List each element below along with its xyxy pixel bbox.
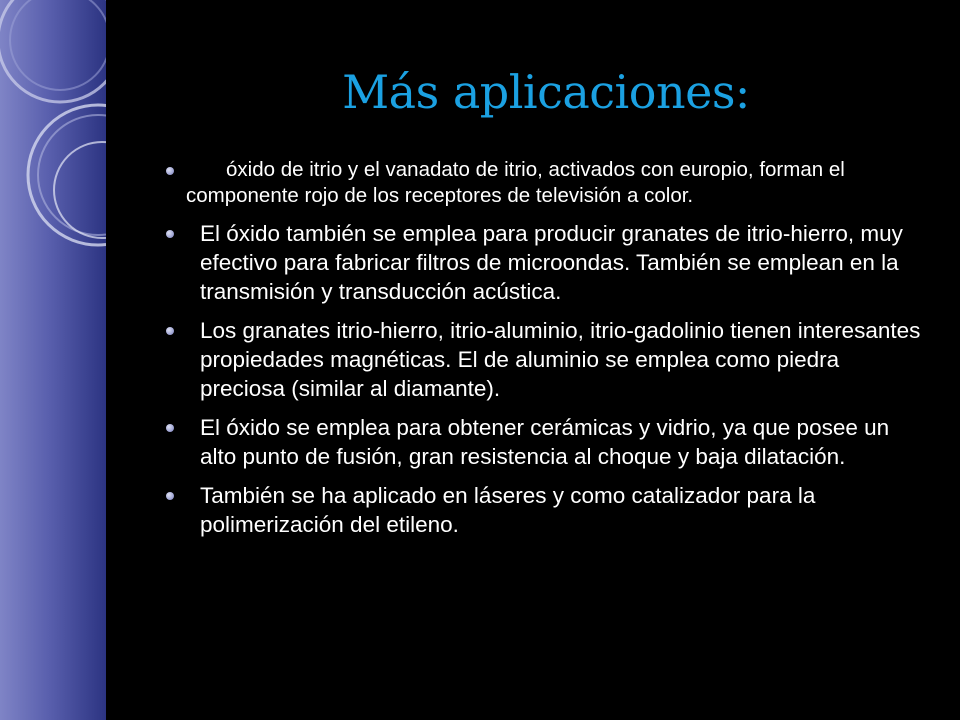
list-item xyxy=(166,413,926,471)
list-item xyxy=(166,157,926,209)
bullet-text: Los granates itrio-hierro, itrio-aluminio, itrio-gadolinio tienen interesantes propiedades magnéticas. El de aluminio se emplea como piedra preciosa (similar al diamante). xyxy=(200,318,921,401)
bullet-icon xyxy=(166,167,174,175)
ring-middle-inner xyxy=(38,115,106,235)
decorative-rings xyxy=(0,0,106,720)
bullet-text: El óxido se emplea para obtener cerámicas y vidrio, ya que posee un alto punto de fusión, gran resistencia al choque y baja dilatación. xyxy=(200,415,890,469)
bullet-text: El óxido también se emplea para producir granates de itrio-hierro, muy efectivo para fabricar filtros de microondas. También se emplean en la transmisión y transducción acústica. xyxy=(200,221,903,304)
list-item xyxy=(166,316,926,403)
bullet-icon xyxy=(166,327,174,335)
slide-title: Más aplicaciones: xyxy=(342,65,750,119)
bullet-icon xyxy=(166,492,174,500)
decorative-side-panel xyxy=(0,0,106,720)
bullet-icon xyxy=(166,424,174,432)
bullet-list xyxy=(166,157,926,549)
bullet-text: También se ha aplicado en láseres y como catalizador para la polimerización del etileno. xyxy=(200,483,816,537)
list-item xyxy=(166,219,926,306)
bullet-text: óxido de itrio y el vanadato de itrio, activados con europio, forman el componente rojo de los receptores de televisión a color. xyxy=(186,158,845,207)
list-item xyxy=(166,481,926,539)
ring-top-inner xyxy=(10,0,106,90)
bullet-icon xyxy=(166,230,174,238)
